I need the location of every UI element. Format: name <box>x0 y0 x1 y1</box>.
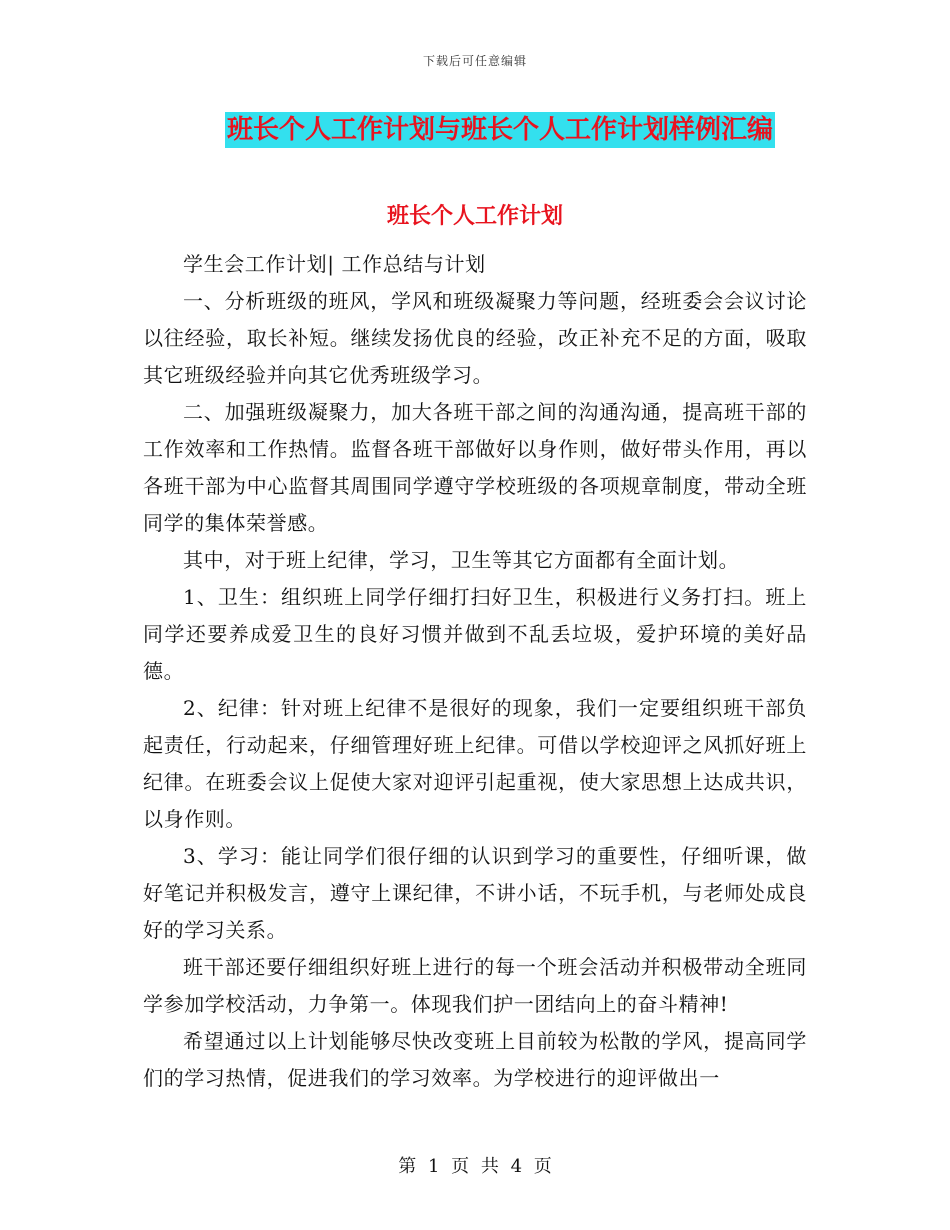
page-number-footer: 第 1 页 共 4 页 <box>398 1156 552 1177</box>
paragraph: 班干部还要仔细组织好班上进行的每一个班会活动并积极带动全班同学参加学校活动，力争第一。体现我们护一团结向上的奋斗精神! <box>143 955 807 1016</box>
paragraph: 二、加强班级凝聚力，加大各班干部之间的沟通沟通，提高班干部的工作效率和工作热情。监督各班干部做好以身作则，做好带头作用，再以各班干部为中心监督其周围同学遵守学校班级的各项规章制度，带动全班同学的集体荣誉感。 <box>143 400 807 535</box>
section-title: 班长个人工作计划 <box>386 204 563 229</box>
document-title-container <box>0 112 950 148</box>
document-title: 班长个人工作计划与班长个人工作计划样例汇编 <box>225 112 775 148</box>
paragraph: 希望通过以上计划能够尽快改变班上目前较为松散的学风，提高同学们的学习热情，促进我们的学习效率。为学校进行的迎评做出一 <box>143 1029 807 1090</box>
document-body <box>143 246 807 1097</box>
paragraph: 1、卫生：组织班上同学仔细打扫好卫生，积极进行义务打扫。班上同学还要养成爱卫生的良好习惯并做到不乱丢垃圾，爱护环境的美好品德。 <box>143 585 807 683</box>
header-note: 下载后可任意编辑 <box>422 54 527 68</box>
paragraph: 3、学习：能让同学们很仔细的认识到学习的重要性，仔细听课，做好笔记并积极发言，遵守上课纪律，不讲小话，不玩手机，与老师处成良好的学习关系。 <box>143 844 807 942</box>
paragraph: 一、分析班级的班风，学风和班级凝聚力等问题，经班委会会议讨论以往经验，取长补短。继续发扬优良的经验，改正补充不足的方面，吸取其它班级经验并向其它优秀班级学习。 <box>143 289 807 387</box>
paragraph: 学生会工作计划| 工作总结与计划 <box>183 252 486 276</box>
paragraph: 2、纪律：针对班上纪律不是很好的现象，我们一定要组织班干部负起责任，行动起来，仔细管理好班上纪律。可借以学校迎评之风抓好班上纪律。在班委会议上促使大家对迎评引起重视，使大家思想上达成共识，以身作则。 <box>143 696 807 831</box>
paragraph: 其中，对于班上纪律，学习，卫生等其它方面都有全面计划。 <box>183 548 740 572</box>
